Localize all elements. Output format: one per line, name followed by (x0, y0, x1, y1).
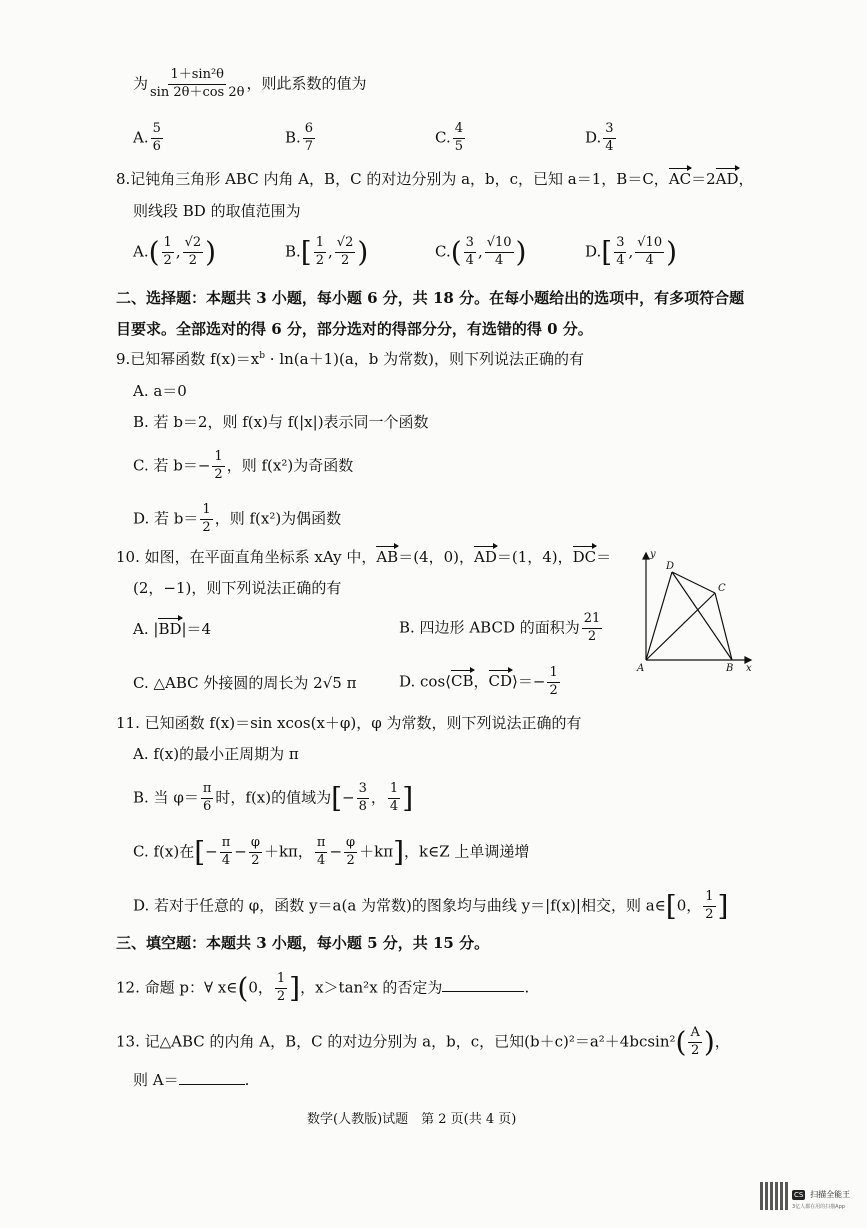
label-x: x (746, 663, 752, 674)
label-a: A (637, 663, 645, 674)
label-c: C (718, 583, 726, 594)
q7-frac-den: sin 2θ＋cos 2θ (150, 84, 245, 100)
q10-option-c: C. △ABC 外接圆的周长为 2√5 π (133, 674, 357, 692)
section-3-heading: 三、填空题：本题共 3 小题，每小题 5 分，共 15 分。 (116, 934, 490, 952)
q8-stem: 8.记钝角三角形 ABC 内角 A，B，C 的对边分别为 a，b，c，已知 a＝1，B＝C，AC＝2AD， (116, 170, 754, 188)
q11-stem: 11. 已知函数 f(x)＝sin xcos(x＋φ)，φ 为常数，则下列说法正确的有 (116, 714, 582, 732)
q11-option-c: C. f(x)在[− $\frac{\pi}{4}$ − $\frac{\varphi}{2}$ ＋kπ， $\frac{\pi}{4}$ − $\frac{\varphi}{2}$ ＋kπ]，k∈Z 上单调递增 (133, 835, 530, 869)
scanner-logo-icon: CS (794, 1191, 804, 1199)
q10-option-b: B. 四边形 ABCD 的面积为 $\frac{21}{2}$ (399, 611, 601, 644)
q13-answer-blank (179, 1084, 245, 1085)
q7-frac-num: 1＋sin²θ (168, 68, 226, 85)
q9-option-a: A. a＝0 (133, 382, 187, 400)
q9-option-c: C. 若 b＝− $\frac{1}{2}$ ，则 f(x²)为奇函数 (133, 449, 354, 482)
q10-option-d: D. cos⟨CB，CD⟩＝− $\frac{1}{2}$ (399, 665, 558, 698)
q13-stem-line2: 则 A＝ . (133, 1071, 250, 1089)
scanner-subtitle: 3亿人都在用的扫描App (792, 1204, 845, 1210)
label-b: B (726, 663, 734, 674)
q9-option-b: B. 若 b＝2，则 f(x)与 f(|x|)表示同一个函数 (133, 413, 429, 431)
q10-option-a: A. |BD|＝4 (133, 620, 212, 638)
q7-option-b: B. $\frac{6}{7}$ (285, 121, 314, 154)
q13-stem: 13. 记△ABC 的内角 A，B，C 的对边分别为 a，b，c，已知(b＋c)²＝a²＋4bcsin²( $\frac{A}{2}$ )， (116, 1025, 730, 1059)
scanner-watermark (792, 1183, 852, 1209)
q10-stem: 10. 如图，在平面直角坐标系 xAy 中，AB＝(4，0)，AD＝(1，4)，DC＝ (116, 548, 612, 566)
q7-option-c: C. $\frac{4}{5}$ (435, 121, 463, 154)
q11-option-a: A. f(x)的最小正周期为 π (133, 745, 299, 763)
q7-tail: ，则此系数的值为 (246, 74, 367, 93)
label-d: D (666, 561, 675, 572)
qr-code-icon (760, 1182, 788, 1210)
q8-stem-line2: 则线段 BD 的取值范围为 (133, 202, 301, 220)
q8-option-c: C.( $\frac{3}{4}$ , $\frac{√10}{4}$ ) (435, 235, 527, 269)
q8-option-a: A.( $\frac{1}{2}$ , $\frac{√2}{2}$ ) (133, 235, 217, 269)
section-2-heading: 二、选择题：本题共 3 小题，每小题 6 分，共 18 分。在每小题给出的选项中，有多项符合题 (116, 289, 745, 307)
q11-option-b: B. 当 φ＝ $\frac{\pi}{6}$ 时，f(x)的值域为[− $\frac{3}{8}$ ， $\frac{1}{4}$ ] (133, 781, 414, 815)
q7-option-d: D. $\frac{3}{4}$ (585, 121, 614, 154)
scanner-title: 扫描全能王 (810, 1190, 851, 1199)
page-footer: 数学(人教版)试题 第 2 页(共 4 页) (307, 1112, 517, 1127)
label-y: y (650, 549, 656, 560)
q8-option-b: B.[ $\frac{1}{2}$ , $\frac{√2}{2}$ ) (285, 235, 369, 269)
q10-coordinate-diagram (628, 545, 758, 675)
y-axis-arrow (643, 553, 649, 559)
q11-option-d: D. 若对于任意的 φ，函数 y＝a(a 为常数)的图象均与曲线 y＝|f(x)|相交，则 a∈[0， $\frac{1}{2}$ ] (133, 889, 729, 923)
q7-fraction (150, 68, 244, 101)
q8-option-d: D.[ $\frac{3}{4}$ , $\frac{√10}{4}$ ) (585, 235, 678, 269)
vector-ac: AC (668, 170, 692, 188)
segment-cb (715, 593, 732, 660)
q7-option-a: A. $\frac{5}{6}$ (133, 121, 161, 154)
q12-answer-blank (442, 991, 524, 992)
q9-stem: 9.已知幂函数 $f(x)=x^b \cdot \ln(a+1)(a$，b 为常数)，则下列说法正确的有 (116, 350, 585, 368)
q12-stem: 12. 命题 p：∀ x∈(0， $\frac{1}{2}$ ]，x＞tan²x 的否定为 . (116, 971, 530, 1005)
q10-stem-line2: (2，−1)，则下列说法正确的有 (133, 579, 342, 597)
vector-ad: AD (715, 170, 739, 188)
section-2-heading-line2: 目要求。全部选对的得 6 分，部分选对的得部分分，有选错的得 0 分。 (116, 320, 593, 338)
q7-lead: 为 (133, 74, 149, 93)
q9-option-d: D. 若 b＝ $\frac{1}{2}$ ，则 f(x²)为偶函数 (133, 502, 342, 535)
q7-stem (133, 68, 366, 101)
